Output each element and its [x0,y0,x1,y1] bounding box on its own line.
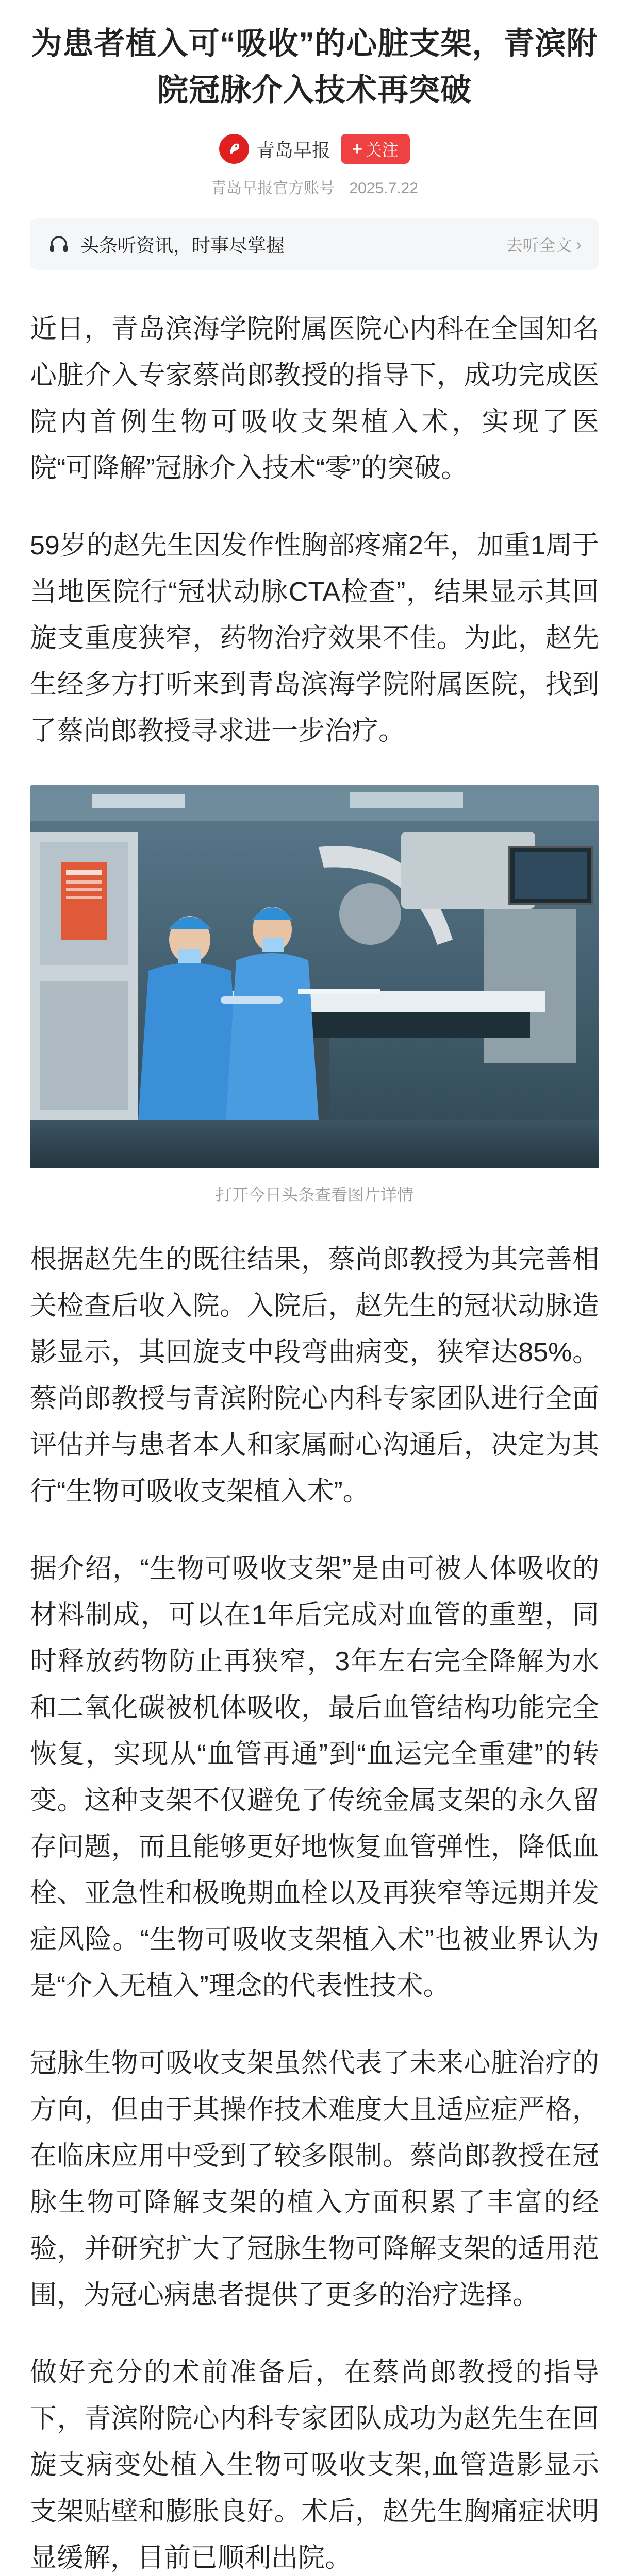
paragraph-3: 根据赵先生的既往结果，蔡尚郎教授为其完善相关检查后收入院。入院后，赵先生的冠状动脉造影显示，其回旋支中段弯曲病变，狭窄达85%。蔡尚郎教授与青滨附院心内科专家团队进行全面评估并与患者本人和家属耐心沟通后，决定为其行“生物可吸收支架植入术”。 [30,1245,599,1506]
paragraph-1: 近日，青岛滨海学院附属医院心内科在全国知名心脏介入专家蔡尚郎教授的指导下，成功完成医院内首例生物可吸收支架植入术，实现了医院“可降解”冠脉介入技术“零”的突破。 [30,314,599,483]
listen-bar-text: 头条听资讯，时事尽掌握 [80,234,285,256]
account-label: 青岛早报官方账号 [211,180,335,197]
follow-label: 关注 [365,141,399,159]
paragraph-5: 冠脉生物可吸收支架虽然代表了未来心脏治疗的方向，但由于其操作技术难度大且适应症严格，在临床应用中受到了较多限制。蔡尚郎教授在冠脉生物可降解支架的植入方面积累了丰富的经验，并研究扩大了冠脉生物可降解支架的适用范围，为冠心病患者提供了更多的治疗选择。 [30,2048,599,2310]
chevron-right-icon: › [576,234,582,253]
headphones-icon [47,233,70,256]
paragraph-6: 做好充分的术前准备后，在蔡尚郎教授的指导下，青滨附院心内科专家团队成功为赵先生在回旋支病变处植入生物可吸收支架,血管造影显示支架贴壁和膨胀良好。术后，赵先生胸痛症状明显缓解，目前已顺利出院。 [30,2358,599,2573]
listen-full-link[interactable] [506,232,582,256]
article-meta [30,175,599,198]
article-title: 为患者植入可“吸收”的心脏支架，青滨附院冠脉介入技术再突破 [31,26,598,107]
listen-bar[interactable] [30,218,599,270]
author-name[interactable]: 青岛早报 [256,139,331,161]
publish-date: 2025.7.22 [349,180,418,197]
follow-button[interactable] [341,134,410,164]
author-logo-icon[interactable] [219,134,249,164]
paragraph-2: 59岁的赵先生因发作性胸部疼痛2年，加重1周于当地医院行“冠状动脉CTA检查”，结果显示其回旋支重度狭窄，药物治疗效果不佳。为此，赵先生经多方打听来到青岛滨海学院附属医院，找到了蔡尚郎教授寻求进一步治疗。 [30,531,599,746]
paragraph-4: 据介绍，“生物可吸收支架”是由可被人体吸收的材料制成，可以在1年后完成对血管的重塑，同时释放药物防止再狭窄，3年左右完全降解为水和二氧化碳被机体吸收，最后血管结构功能完全恢复，实现从“血管再通”到“血运完全重建”的转变。这种支架不仅避免了传统金属支架的永久留存问题，而且能够更好地恢复血管弹性，降低血栓、亚急性和极晚期血栓以及再狭窄等远期并发症风险。“生物可吸收支架植入术”也被业界认为是“介入无植入”理念的代表性技术。 [30,1554,599,2001]
figure-caption[interactable]: 打开今日头条查看图片详情 [215,1185,413,1204]
plus-icon: + [352,139,362,159]
listen-action-label: 去听全文 [506,236,572,255]
article-figure [30,785,599,1206]
surgery-photo[interactable] [30,785,599,1168]
author-row [30,134,599,164]
